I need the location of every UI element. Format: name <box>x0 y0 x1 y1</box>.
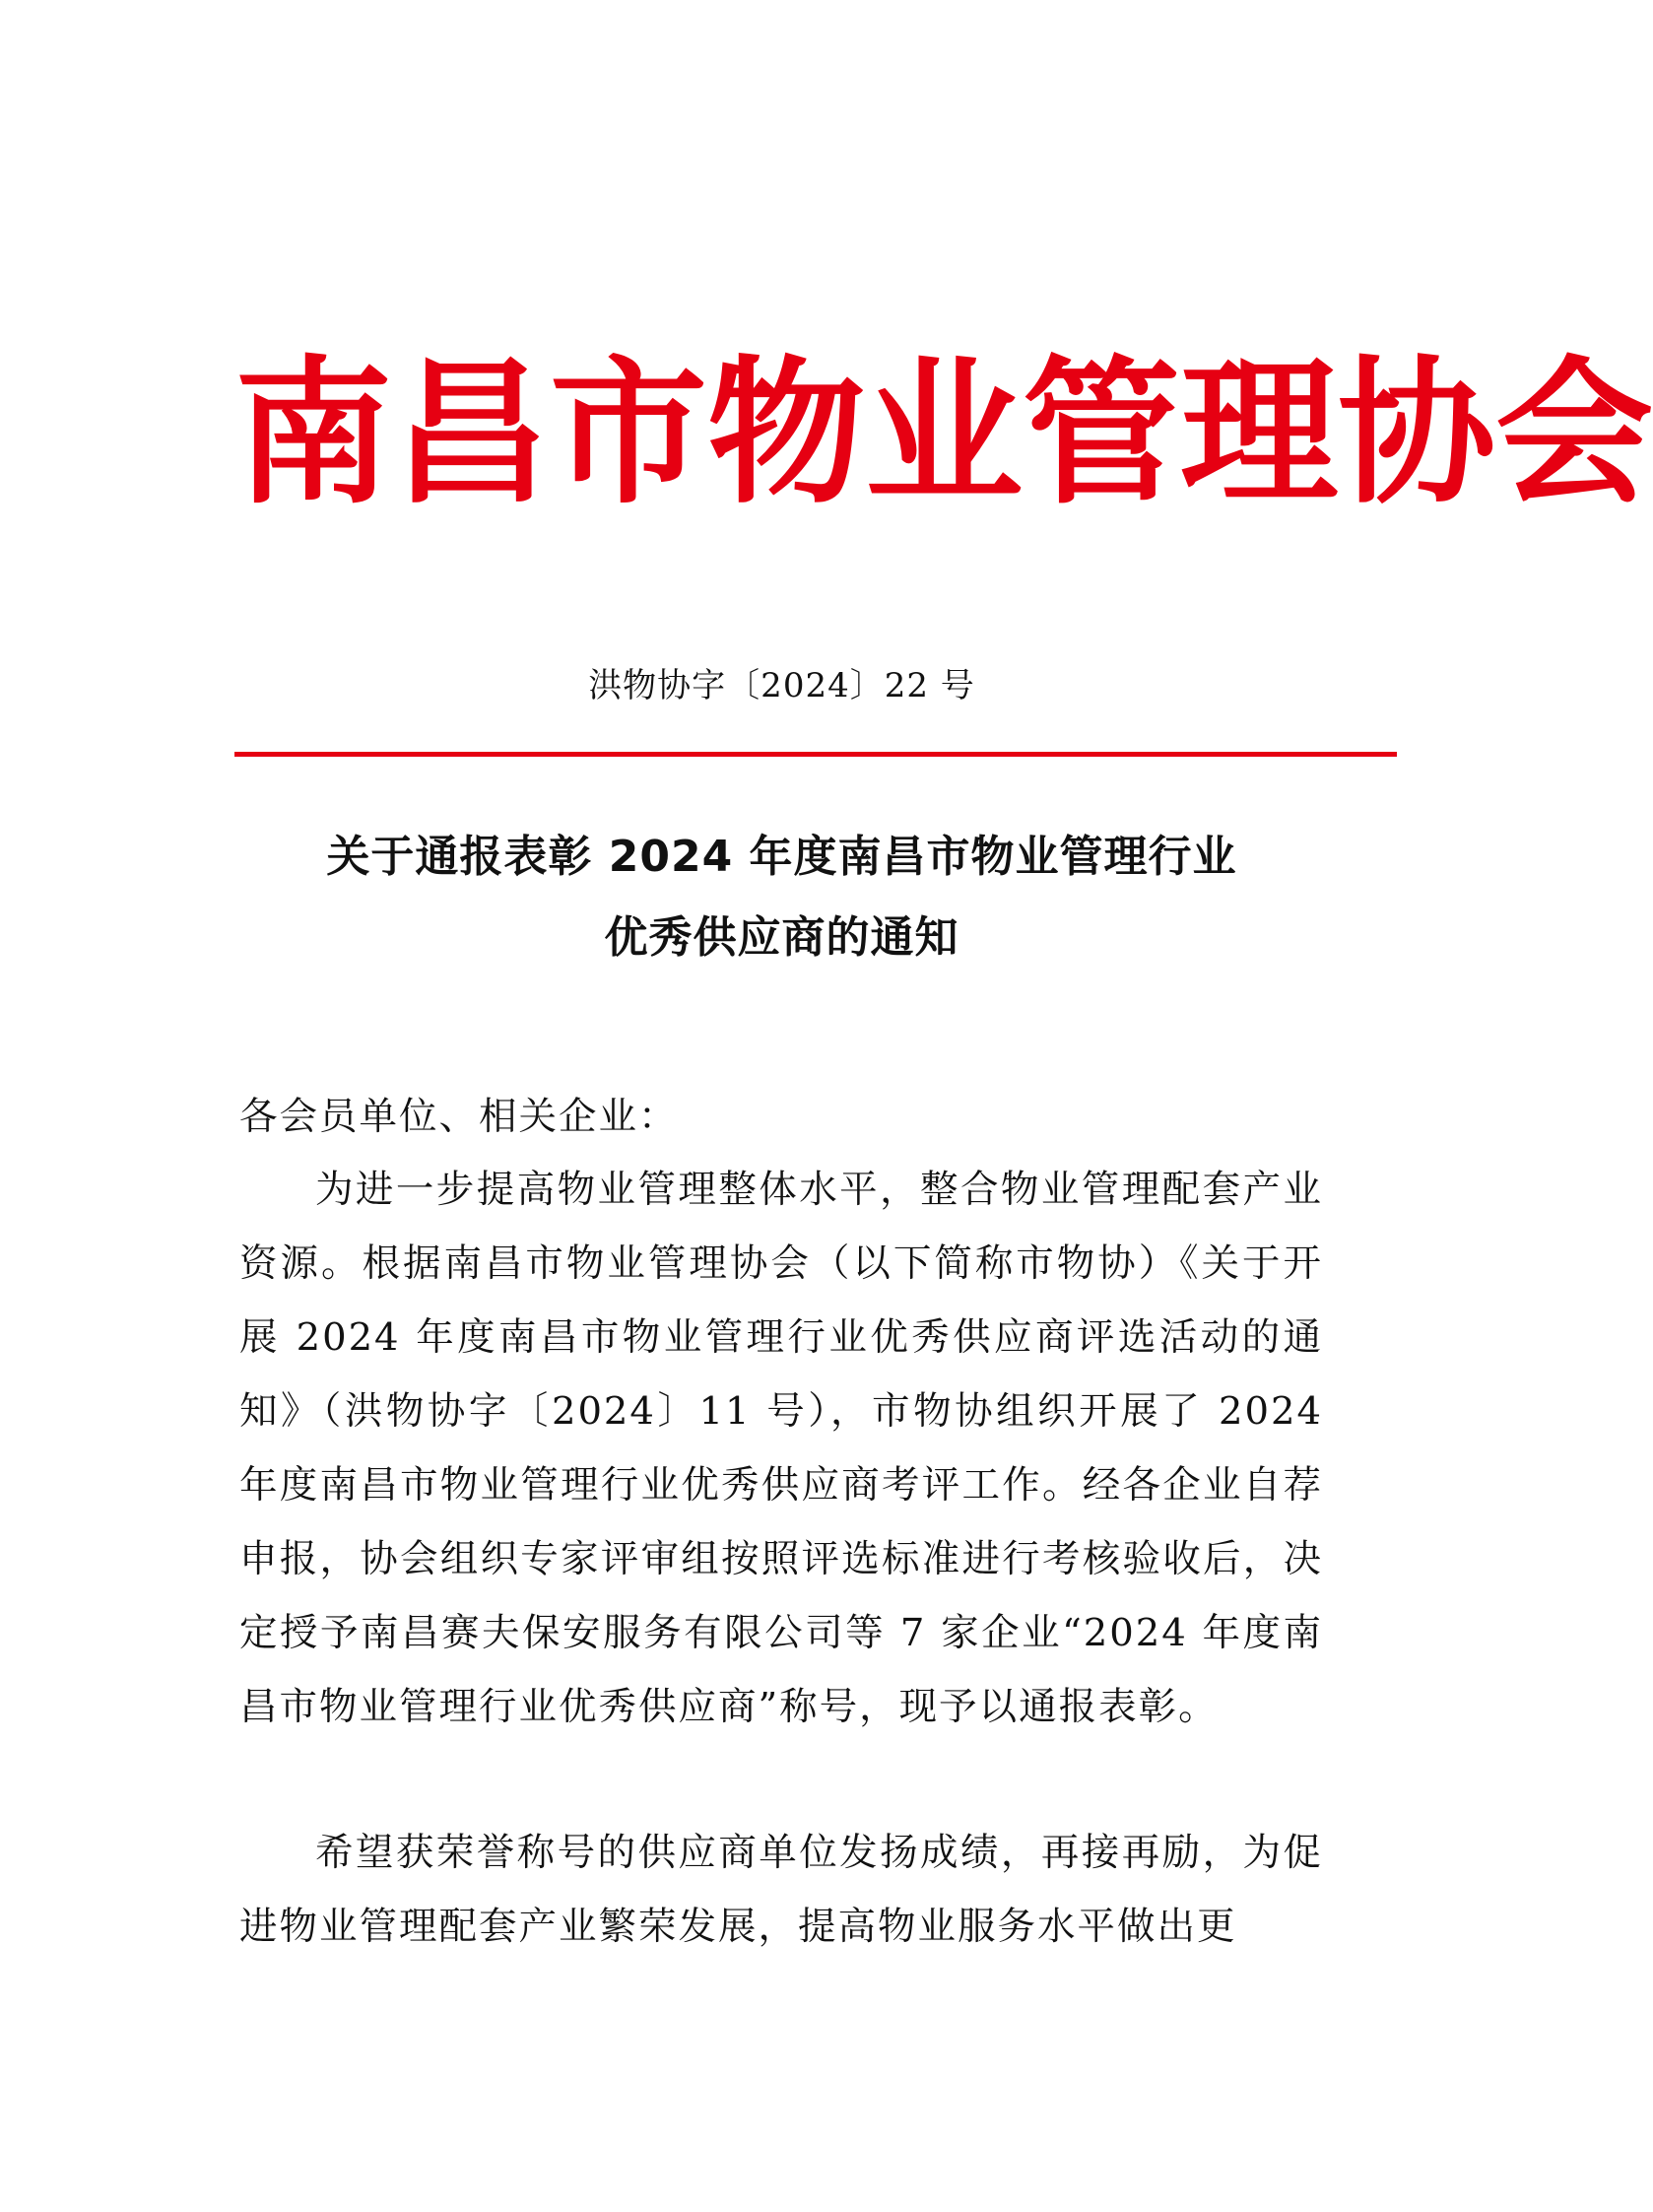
masthead-char: 昌 <box>392 341 551 525</box>
red-divider-line <box>234 752 1397 757</box>
masthead-char: 协 <box>1338 341 1496 525</box>
salutation: 各会员单位、相关企业： <box>239 1095 679 1139</box>
masthead-char: 管 <box>1023 341 1181 525</box>
masthead-char: 市 <box>550 341 708 525</box>
masthead-char: 理 <box>1180 341 1339 525</box>
body-paragraph: 为进一步提高物业管理整体水平，整合物业管理配套产业资源。根据南昌市物业管理协会（以下简称市物协）《关于开展 2024 年度南昌市物业管理行业优秀供应商评选活动的通知》（洪物协字〔2024〕11 号），市物协组织开展了 2024 年度南昌市物业管理行业优秀供应商考评工作。经各企业自荐申报，协会组织专家评审组按照评选标准进行考核验收后，决定授予南昌赛夫保安服务有限公司等 7 家企业“2024 年度南昌市物业管理行业优秀供应商”称号，现予以通报表彰。 <box>239 1168 1323 1729</box>
masthead-char: 业 <box>865 341 1024 525</box>
masthead-char: 南 <box>234 341 393 525</box>
notice-title-line-2: 优秀供应商的通知 <box>604 912 959 963</box>
masthead-char: 会 <box>1495 341 1653 525</box>
body-paragraph: 希望获荣誉称号的供应商单位发扬成绩，再接再励，为促进物业管理配套产业繁荣发展，提高物业服务水平做出更 <box>239 1831 1323 1949</box>
document-number: 洪物协字〔2024〕22 号 <box>588 666 975 705</box>
masthead-organization-name <box>234 340 1653 527</box>
notice-title-line-1: 关于通报表彰 2024 年度南昌市物业管理行业 <box>326 832 1237 882</box>
masthead-char: 物 <box>707 341 866 525</box>
